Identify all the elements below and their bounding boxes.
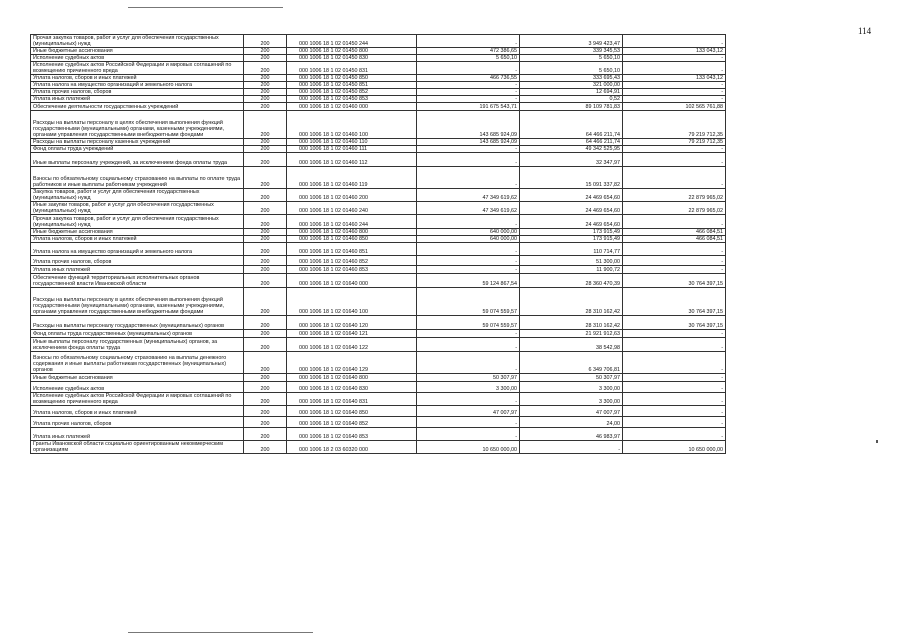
row-unexecuted-cell: - xyxy=(623,82,726,89)
table-row xyxy=(31,111,726,139)
row-name-cell: Обеспечение деятельности государственных учреждений xyxy=(31,103,244,111)
margin-mark xyxy=(876,440,878,443)
row-unexecuted-cell: 30 764 397,15 xyxy=(623,274,726,288)
row-approved-cell: - xyxy=(417,256,520,266)
row-code-cell: 200 xyxy=(244,139,287,146)
row-name-cell: Иные выплаты персоналу учреждений, за исключением фонда оплаты труда xyxy=(31,153,244,167)
row-executed-cell: 64 466 211,74 xyxy=(520,111,623,139)
table-row xyxy=(31,146,726,153)
row-kbk-cell: 000 1006 18 1 02 01460 850 xyxy=(287,236,417,243)
row-name-cell: Закупка товаров, работ и услуг для обеспечения государственных (муниципальных) нужд xyxy=(31,189,244,202)
row-kbk-cell: 000 1006 18 1 02 01640 122 xyxy=(287,338,417,352)
table-row xyxy=(31,406,726,417)
row-kbk-cell: 000 1006 18 1 02 01640 800 xyxy=(287,374,417,382)
row-approved-cell: - xyxy=(417,96,520,103)
row-unexecuted-cell: - xyxy=(623,352,726,374)
row-executed-cell: 28 310 162,42 xyxy=(520,316,623,330)
row-code-cell: 200 xyxy=(244,189,287,202)
row-unexecuted-cell: - xyxy=(623,146,726,153)
row-approved-cell: 640 000,00 xyxy=(417,236,520,243)
row-code-cell: 200 xyxy=(244,75,287,82)
row-executed-cell: 50 307,97 xyxy=(520,374,623,382)
row-approved-cell: 191 675 543,71 xyxy=(417,103,520,111)
row-kbk-cell: 000 1006 18 1 02 01640 129 xyxy=(287,352,417,374)
table-row xyxy=(31,215,726,229)
row-name-cell: Уплата налогов, сборов и иных платежей xyxy=(31,75,244,82)
row-approved-cell: 466 736,55 xyxy=(417,75,520,82)
row-unexecuted-cell: - xyxy=(623,428,726,441)
row-code-cell: 200 xyxy=(244,274,287,288)
table-row xyxy=(31,393,726,406)
row-name-cell: Расходы на выплаты персоналу в целях обеспечения выполнения функций государственными (муниципальными) органами, казенными учреждениями, органами управления государственными внебюджетными фондами xyxy=(31,288,244,316)
table-row xyxy=(31,48,726,55)
row-executed-cell: 6 349 706,81 xyxy=(520,352,623,374)
row-unexecuted-cell: - xyxy=(623,55,726,62)
row-code-cell: 200 xyxy=(244,417,287,428)
table-row xyxy=(31,441,726,454)
table-row xyxy=(31,229,726,236)
table-row xyxy=(31,382,726,393)
row-name-cell: Исполнение судебных актов xyxy=(31,55,244,62)
row-code-cell: 200 xyxy=(244,288,287,316)
table-row xyxy=(31,35,726,48)
table-row xyxy=(31,352,726,374)
row-approved-cell: 640 000,00 xyxy=(417,229,520,236)
row-code-cell: 200 xyxy=(244,48,287,55)
row-unexecuted-cell: - xyxy=(623,96,726,103)
top-scan-rule xyxy=(128,7,283,8)
row-kbk-cell: 000 1006 18 1 02 01460 851 xyxy=(287,243,417,256)
row-name-cell: Уплата иных платежей xyxy=(31,428,244,441)
row-executed-cell: 3 300,00 xyxy=(520,382,623,393)
row-code-cell: 200 xyxy=(244,338,287,352)
row-name-cell: Иные бюджетные ассигнования xyxy=(31,374,244,382)
row-approved-cell: - xyxy=(417,82,520,89)
row-executed-cell: 339 345,53 xyxy=(520,48,623,55)
row-executed-cell: 28 310 162,42 xyxy=(520,288,623,316)
table-row xyxy=(31,274,726,288)
row-executed-cell: 11 900,72 xyxy=(520,266,623,274)
row-executed-cell: 32 347,97 xyxy=(520,153,623,167)
row-kbk-cell: 000 1006 18 1 02 01450 830 xyxy=(287,55,417,62)
row-unexecuted-cell: - xyxy=(623,215,726,229)
row-kbk-cell: 000 1006 18 1 02 01640 000 xyxy=(287,274,417,288)
row-unexecuted-cell: 133 043,12 xyxy=(623,48,726,55)
row-code-cell: 200 xyxy=(244,82,287,89)
row-code-cell: 200 xyxy=(244,96,287,103)
row-unexecuted-cell: 466 084,51 xyxy=(623,236,726,243)
row-executed-cell: - xyxy=(520,441,623,454)
row-approved-cell: 47 007,97 xyxy=(417,406,520,417)
row-kbk-cell: 000 1006 18 1 02 01460 853 xyxy=(287,266,417,274)
table-row xyxy=(31,189,726,202)
budget-execution-table xyxy=(30,34,726,454)
row-name-cell: Исполнение судебных актов xyxy=(31,382,244,393)
row-approved-cell: 143 685 924,09 xyxy=(417,139,520,146)
row-unexecuted-cell: - xyxy=(623,338,726,352)
row-unexecuted-cell: - xyxy=(623,167,726,189)
row-executed-cell: 110 714,77 xyxy=(520,243,623,256)
row-approved-cell: 47 349 619,62 xyxy=(417,189,520,202)
row-kbk-cell: 000 1006 18 1 02 01640 853 xyxy=(287,428,417,441)
row-code-cell: 200 xyxy=(244,146,287,153)
row-name-cell: Обеспечение функций территориальных исполнительных органов государственной власти Ивановской области xyxy=(31,274,244,288)
row-code-cell: 200 xyxy=(244,374,287,382)
row-approved-cell: 3 300,00 xyxy=(417,382,520,393)
row-kbk-cell: 000 1006 18 1 02 01460 800 xyxy=(287,229,417,236)
row-code-cell: 200 xyxy=(244,236,287,243)
row-kbk-cell: 000 1006 18 1 02 01640 852 xyxy=(287,417,417,428)
row-kbk-cell: 000 1006 18 1 02 01640 830 xyxy=(287,382,417,393)
row-kbk-cell: 000 1006 18 1 02 01450 850 xyxy=(287,75,417,82)
row-name-cell: Исполнение судебных актов Российской Федерации и мировых соглашений по возмещению причиненного вреда xyxy=(31,62,244,75)
row-name-cell: Фонд оплаты труда государственных (муниципальных) органов xyxy=(31,330,244,338)
row-executed-cell: 28 360 470,39 xyxy=(520,274,623,288)
row-name-cell: Гранты Ивановской области социально ориентированным некоммерческим организациям xyxy=(31,441,244,454)
row-approved-cell: 10 650 000,00 xyxy=(417,441,520,454)
row-code-cell: 200 xyxy=(244,330,287,338)
row-name-cell: Уплата налогов, сборов и иных платежей xyxy=(31,406,244,417)
row-unexecuted-cell: 10 650 000,00 xyxy=(623,441,726,454)
row-name-cell: Иные бюджетные ассигнования xyxy=(31,229,244,236)
row-kbk-cell: 000 1006 18 1 02 01460 244 xyxy=(287,215,417,229)
row-unexecuted-cell: - xyxy=(623,266,726,274)
row-name-cell: Расходы на выплаты персоналу казенных учреждений xyxy=(31,139,244,146)
row-approved-cell: - xyxy=(417,266,520,274)
row-executed-cell: 15 091 337,82 xyxy=(520,167,623,189)
row-code-cell: 200 xyxy=(244,111,287,139)
row-name-cell: Прочая закупка товаров, работ и услуг для обеспечения государственных (муниципальных) нужд xyxy=(31,215,244,229)
row-code-cell: 200 xyxy=(244,352,287,374)
row-approved-cell: - xyxy=(417,35,520,48)
page-number: 114 xyxy=(858,26,872,36)
row-executed-cell: 46 983,97 xyxy=(520,428,623,441)
row-approved-cell: 143 685 924,09 xyxy=(417,111,520,139)
row-kbk-cell: 000 1006 18 1 02 01460 200 xyxy=(287,189,417,202)
row-unexecuted-cell: - xyxy=(623,393,726,406)
row-kbk-cell: 000 1006 18 1 02 01460 119 xyxy=(287,167,417,189)
row-unexecuted-cell: 30 764 397,15 xyxy=(623,316,726,330)
row-code-cell: 200 xyxy=(244,167,287,189)
row-code-cell: 200 xyxy=(244,243,287,256)
row-code-cell: 200 xyxy=(244,266,287,274)
table-row xyxy=(31,55,726,62)
row-unexecuted-cell: 22 879 965,02 xyxy=(623,189,726,202)
row-approved-cell: - xyxy=(417,428,520,441)
row-name-cell: Исполнение судебных актов Российской Федерации и мировых соглашений по возмещению причиненного вреда xyxy=(31,393,244,406)
row-kbk-cell: 000 1006 18 1 02 01640 120 xyxy=(287,316,417,330)
row-kbk-cell: 000 1006 18 1 02 01450 831 xyxy=(287,62,417,75)
row-code-cell: 200 xyxy=(244,202,287,215)
row-kbk-cell: 000 1006 18 1 02 01640 850 xyxy=(287,406,417,417)
row-kbk-cell: 000 1006 18 1 02 01640 121 xyxy=(287,330,417,338)
row-name-cell: Уплата иных платежей xyxy=(31,96,244,103)
row-name-cell: Прочая закупка товаров, работ и услуг для обеспечения государственных (муниципальных) нужд xyxy=(31,35,244,48)
table-row xyxy=(31,417,726,428)
row-unexecuted-cell: - xyxy=(623,243,726,256)
row-unexecuted-cell: 102 565 761,88 xyxy=(623,103,726,111)
row-executed-cell: 51 300,00 xyxy=(520,256,623,266)
row-approved-cell: - xyxy=(417,89,520,96)
row-executed-cell: 89 109 781,83 xyxy=(520,103,623,111)
row-approved-cell: 59 074 559,57 xyxy=(417,316,520,330)
row-name-cell: Взносы по обязательному социальному страхованию на выплаты по оплате труда работников и иные выплаты работникам учреждений xyxy=(31,167,244,189)
row-approved-cell: 472 386,65 xyxy=(417,48,520,55)
row-unexecuted-cell: - xyxy=(623,382,726,393)
table-row xyxy=(31,62,726,75)
row-code-cell: 200 xyxy=(244,89,287,96)
row-kbk-cell: 000 1006 18 1 02 01460 240 xyxy=(287,202,417,215)
row-unexecuted-cell: 22 879 965,02 xyxy=(623,202,726,215)
row-code-cell: 200 xyxy=(244,316,287,330)
table-row xyxy=(31,167,726,189)
row-name-cell: Уплата иных платежей xyxy=(31,266,244,274)
row-approved-cell: 5 650,10 xyxy=(417,55,520,62)
table-row xyxy=(31,256,726,266)
table-row xyxy=(31,75,726,82)
row-approved-cell: - xyxy=(417,167,520,189)
row-executed-cell: 12 694,91 xyxy=(520,89,623,96)
row-unexecuted-cell: 466 084,51 xyxy=(623,229,726,236)
row-approved-cell: - xyxy=(417,215,520,229)
table-row xyxy=(31,338,726,352)
table-row xyxy=(31,139,726,146)
row-kbk-cell: 000 1006 18 1 02 01460 100 xyxy=(287,111,417,139)
row-kbk-cell: 000 1006 18 2 03 60320 000 xyxy=(287,441,417,454)
row-approved-cell: 59 074 559,57 xyxy=(417,288,520,316)
row-approved-cell: - xyxy=(417,417,520,428)
row-executed-cell: 47 007,97 xyxy=(520,406,623,417)
row-executed-cell: 24 469 654,60 xyxy=(520,202,623,215)
row-name-cell: Взносы по обязательному социальному страхованию на выплаты денежного содержания и иные выплаты работникам государственных (муниципальных) органов xyxy=(31,352,244,374)
row-approved-cell: - xyxy=(417,153,520,167)
row-code-cell: 200 xyxy=(244,62,287,75)
table-row xyxy=(31,236,726,243)
row-executed-cell: 24 469 654,60 xyxy=(520,189,623,202)
row-executed-cell: 38 542,98 xyxy=(520,338,623,352)
row-code-cell: 200 xyxy=(244,382,287,393)
row-approved-cell: 50 307,97 xyxy=(417,374,520,382)
row-executed-cell: 21 921 912,63 xyxy=(520,330,623,338)
row-executed-cell: 24,00 xyxy=(520,417,623,428)
row-name-cell: Иные выплаты персоналу государственных (муниципальных) органов, за исключением фонда оплаты труда xyxy=(31,338,244,352)
row-kbk-cell: 000 1006 18 1 02 01450 852 xyxy=(287,89,417,96)
row-approved-cell: - xyxy=(417,338,520,352)
table-row xyxy=(31,153,726,167)
table-row xyxy=(31,374,726,382)
table-row xyxy=(31,428,726,441)
row-executed-cell: 321 000,00 xyxy=(520,82,623,89)
bottom-scan-rule xyxy=(128,632,313,633)
row-unexecuted-cell: - xyxy=(623,406,726,417)
row-unexecuted-cell: - xyxy=(623,256,726,266)
row-executed-cell: 64 466 211,74 xyxy=(520,139,623,146)
row-code-cell: 200 xyxy=(244,103,287,111)
row-executed-cell: 49 342 525,95 xyxy=(520,146,623,153)
row-kbk-cell: 000 1006 18 1 02 01450 853 xyxy=(287,96,417,103)
table-row xyxy=(31,288,726,316)
row-kbk-cell: 000 1006 18 1 02 01460 111 xyxy=(287,146,417,153)
row-approved-cell: 59 124 867,54 xyxy=(417,274,520,288)
row-executed-cell: 24 469 654,60 xyxy=(520,215,623,229)
row-unexecuted-cell: - xyxy=(623,89,726,96)
row-executed-cell: 333 695,43 xyxy=(520,75,623,82)
row-executed-cell: 5 650,10 xyxy=(520,55,623,62)
row-code-cell: 200 xyxy=(244,406,287,417)
row-executed-cell: 173 915,49 xyxy=(520,236,623,243)
table-row xyxy=(31,316,726,330)
row-executed-cell: 3 949 423,47 xyxy=(520,35,623,48)
row-executed-cell: 173 915,49 xyxy=(520,229,623,236)
row-kbk-cell: 000 1006 18 1 02 01460 110 xyxy=(287,139,417,146)
row-kbk-cell: 000 1006 18 1 02 01640 100 xyxy=(287,288,417,316)
row-kbk-cell: 000 1006 18 1 02 01460 112 xyxy=(287,153,417,167)
table-row xyxy=(31,96,726,103)
row-code-cell: 200 xyxy=(244,229,287,236)
row-approved-cell: - xyxy=(417,146,520,153)
row-name-cell: Уплата налога на имущество организаций и земельного налога xyxy=(31,82,244,89)
row-name-cell: Уплата налога на имущество организаций и земельного налога xyxy=(31,243,244,256)
row-unexecuted-cell: 79 219 712,35 xyxy=(623,139,726,146)
row-approved-cell: - xyxy=(417,243,520,256)
row-code-cell: 200 xyxy=(244,256,287,266)
row-kbk-cell: 000 1006 18 1 02 01460 852 xyxy=(287,256,417,266)
row-name-cell: Фонд оплаты труда учреждений xyxy=(31,146,244,153)
row-executed-cell: 3 300,00 xyxy=(520,393,623,406)
row-approved-cell: - xyxy=(417,393,520,406)
row-unexecuted-cell: - xyxy=(623,153,726,167)
row-code-cell: 200 xyxy=(244,153,287,167)
row-code-cell: 200 xyxy=(244,215,287,229)
row-kbk-cell: 000 1006 18 1 02 01640 831 xyxy=(287,393,417,406)
row-code-cell: 200 xyxy=(244,428,287,441)
row-name-cell: Расходы на выплаты персоналу государственных (муниципальных) органов xyxy=(31,316,244,330)
row-code-cell: 200 xyxy=(244,393,287,406)
row-code-cell: 200 xyxy=(244,55,287,62)
table-row xyxy=(31,202,726,215)
table-row xyxy=(31,330,726,338)
row-name-cell: Иные бюджетные ассигнования xyxy=(31,48,244,55)
row-unexecuted-cell: - xyxy=(623,374,726,382)
table-row xyxy=(31,266,726,274)
row-unexecuted-cell: - xyxy=(623,330,726,338)
row-unexecuted-cell: - xyxy=(623,417,726,428)
row-unexecuted-cell: - xyxy=(623,35,726,48)
row-kbk-cell: 000 1006 18 1 02 01450 851 xyxy=(287,82,417,89)
row-name-cell: Уплата прочих налогов, сборов xyxy=(31,417,244,428)
row-name-cell: Расходы на выплаты персоналу в целях обеспечения выполнения функций государственными (муниципальными) органами, казенными учреждениями, органами управления государственными внебюджетными фондами xyxy=(31,111,244,139)
row-kbk-cell: 000 1006 18 1 02 01460 000 xyxy=(287,103,417,111)
row-unexecuted-cell: 79 219 712,35 xyxy=(623,111,726,139)
row-approved-cell: - xyxy=(417,330,520,338)
row-name-cell: Уплата прочих налогов, сборов xyxy=(31,256,244,266)
row-code-cell: 200 xyxy=(244,441,287,454)
table-row xyxy=(31,82,726,89)
row-name-cell: Уплата налогов, сборов и иных платежей xyxy=(31,236,244,243)
row-unexecuted-cell: 30 764 397,15 xyxy=(623,288,726,316)
row-code-cell: 200 xyxy=(244,35,287,48)
table-row xyxy=(31,103,726,111)
row-approved-cell: 47 349 619,62 xyxy=(417,202,520,215)
row-kbk-cell: 000 1006 18 1 02 01450 800 xyxy=(287,48,417,55)
row-name-cell: Иные закупки товаров, работ и услуг для обеспечения государственных (муниципальных) нужд xyxy=(31,202,244,215)
row-unexecuted-cell: - xyxy=(623,62,726,75)
row-executed-cell: 5 650,10 xyxy=(520,62,623,75)
table-row xyxy=(31,243,726,256)
row-name-cell: Уплата прочих налогов, сборов xyxy=(31,89,244,96)
row-approved-cell: - xyxy=(417,62,520,75)
row-unexecuted-cell: 133 043,12 xyxy=(623,75,726,82)
table-row xyxy=(31,89,726,96)
row-approved-cell: - xyxy=(417,352,520,374)
row-kbk-cell: 000 1006 18 1 02 01450 244 xyxy=(287,35,417,48)
row-executed-cell: 0,52 xyxy=(520,96,623,103)
